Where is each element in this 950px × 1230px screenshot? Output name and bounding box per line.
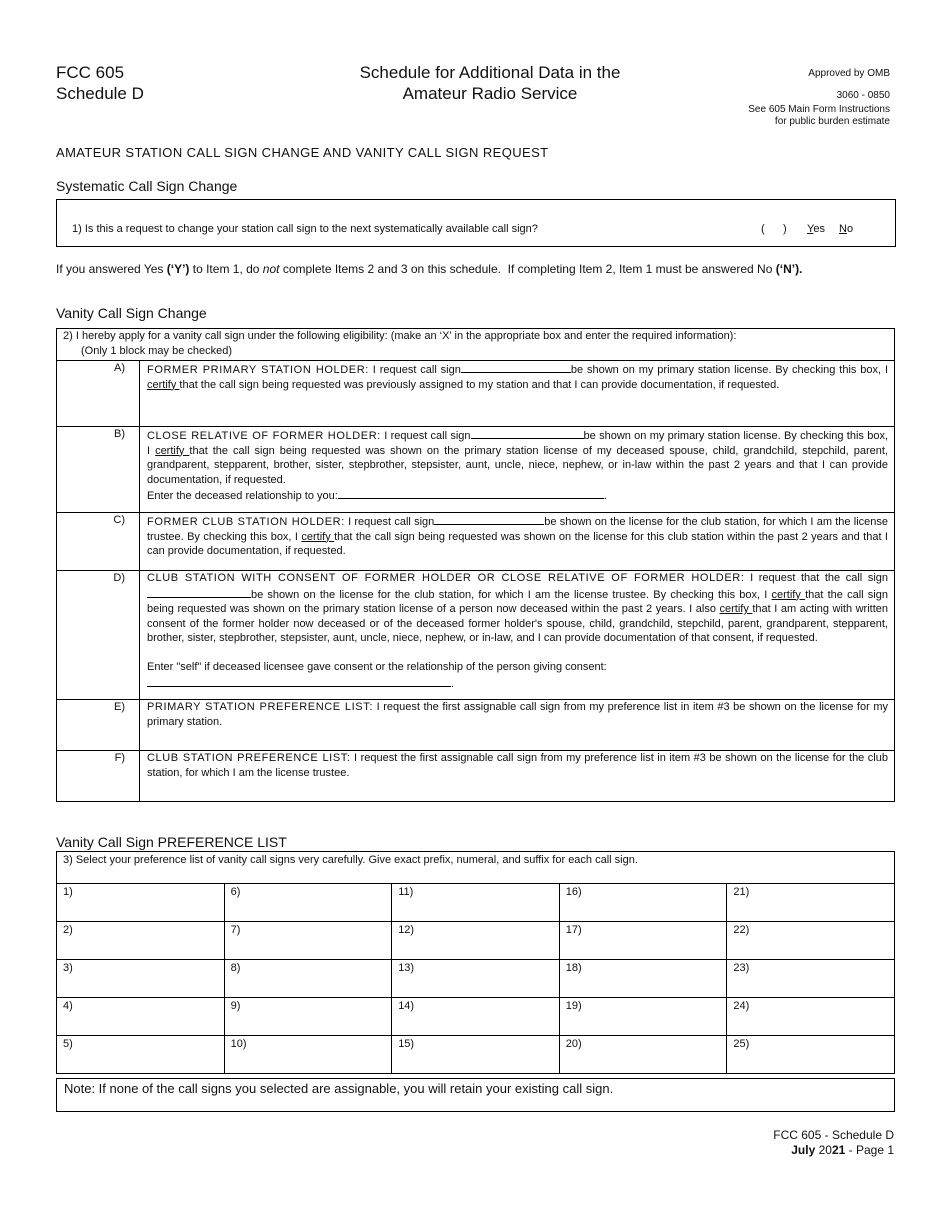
option-d-certify-1: certify <box>771 588 806 601</box>
preference-number: 22) <box>733 924 750 936</box>
eligibility-intro-line-2: (Only 1 block may be checked) <box>81 344 233 357</box>
option-a-label: A) <box>114 362 125 374</box>
option-b-checkbox[interactable] <box>57 427 140 513</box>
option-c-heading: FORMER CLUB STATION HOLDER: <box>147 516 345 528</box>
systematic-instruction <box>56 262 802 276</box>
preference-row <box>57 884 895 922</box>
instruction-part-3: complete Items 2 and 3 on this schedule. If completing Item 2, Item 1 must be answered No <box>279 262 776 276</box>
option-c-label: C) <box>113 514 125 526</box>
preference-note-box <box>56 1078 895 1112</box>
option-d-period: . <box>451 677 455 690</box>
option-b-text <box>140 427 895 513</box>
preference-callsign-cell[interactable] <box>559 998 727 1036</box>
preference-number: 25) <box>733 1038 750 1050</box>
option-c-checkbox[interactable] <box>57 513 140 571</box>
preference-row <box>57 960 895 998</box>
preference-number: 5) <box>63 1038 73 1050</box>
yes-rest: es <box>813 223 825 235</box>
option-b-callsign-field[interactable] <box>471 427 584 439</box>
option-d-certify-2: certify <box>719 603 753 615</box>
footer-year-a: 20 <box>815 1143 832 1157</box>
preference-callsign-cell[interactable] <box>392 1036 560 1074</box>
preference-number: 2) <box>63 924 73 936</box>
option-d-heading: CLUB STATION WITH CONSENT OF FORMER HOLDER OR CLOSE RELATIVE OF FORMER HOLDER: <box>147 572 745 584</box>
option-a-heading: FORMER PRIMARY STATION HOLDER: <box>147 364 369 376</box>
no-letter: N <box>839 223 847 235</box>
instruction-part-2: to Item 1, do <box>189 262 263 276</box>
preference-number: 1) <box>63 886 73 898</box>
preference-callsign-cell[interactable] <box>559 1036 727 1074</box>
preference-row <box>57 1036 895 1074</box>
preference-number: 13) <box>398 962 415 974</box>
title-line-2: Amateur Radio Service <box>402 84 578 103</box>
option-b-text-3: that the call sign being requested was shown on the primary station license of my deceased spouse, child, grandchild, stepchild, parent, grandparent, stepparent, brother, sister, stepbrother, stepsister, aunt, uncle, niece, nephew, or in-law within the past 2 years and that I can provide documentation, if requested. <box>147 444 888 486</box>
preference-row <box>57 922 895 960</box>
preference-callsign-cell[interactable] <box>392 884 560 922</box>
preference-callsign-cell[interactable] <box>727 922 895 960</box>
preference-callsign-cell[interactable] <box>224 884 392 922</box>
footer-month: July <box>791 1143 816 1157</box>
instruction-n-code: (‘N’). <box>775 262 803 276</box>
instruction-y-code: (‘Y’) <box>166 262 190 276</box>
option-f-checkbox[interactable] <box>57 751 140 802</box>
systematic-box <box>56 199 896 247</box>
preference-number: 12) <box>398 924 415 936</box>
preference-number: 24) <box>733 1000 750 1012</box>
preference-callsign-cell[interactable] <box>57 960 225 998</box>
option-c-text-1: I request call sign <box>344 516 435 528</box>
preference-callsign-cell[interactable] <box>57 1036 225 1074</box>
option-a-text-3: that the call sign being requested was previously assigned to my station and that I can provide documentation, if requested. <box>179 378 780 391</box>
preference-callsign-cell[interactable] <box>57 922 225 960</box>
preference-instruction-box <box>56 851 895 884</box>
preference-callsign-cell[interactable] <box>57 998 225 1036</box>
preference-number: 9) <box>230 1000 241 1012</box>
option-b-label: B) <box>114 428 125 440</box>
footer-year-b: 21 <box>831 1143 846 1157</box>
option-f-text <box>140 751 895 802</box>
preference-instruction: 3) Select your preference list of vanity call signs very carefully. Give exact prefix, numeral, and suffix for each call sign. <box>63 854 638 866</box>
option-c-text-2: be shown on the license for the club station, for which I am the license trustee. By checking this box, I <box>147 516 888 543</box>
form-identifier <box>56 62 144 104</box>
option-d-checkbox[interactable] <box>57 571 140 700</box>
preference-callsign-cell[interactable] <box>392 922 560 960</box>
eligibility-table <box>56 328 895 802</box>
omb-approval <box>690 68 890 128</box>
option-b-relationship-field[interactable] <box>338 487 604 499</box>
vanity-heading: Vanity Call Sign Change <box>56 305 207 321</box>
option-f-text-1: I request the first assignable call sign from my preference list in item #3 be shown on the license for the club station, for which I am the license trustee. <box>147 752 888 779</box>
option-a-callsign-field[interactable] <box>461 361 571 373</box>
instruction-not: not <box>262 262 280 276</box>
eligibility-intro-line-1: 2) I hereby apply for a vanity call sign under the following eligibility: (make an ‘X’ in the appropriate box and enter the required information): <box>63 330 737 342</box>
preference-callsign-cell[interactable] <box>392 960 560 998</box>
option-a-text-2: be shown on my primary station license. By checking this box, I <box>570 364 888 376</box>
option-b-certify: certify <box>155 444 190 457</box>
main-heading: AMATEUR STATION CALL SIGN CHANGE AND VANITY CALL SIGN REQUEST <box>56 145 549 160</box>
option-a-text-1: I request call sign <box>368 364 461 376</box>
option-f-heading: CLUB STATION PREFERENCE LIST: <box>147 752 351 764</box>
form-number: FCC 605 <box>56 63 125 82</box>
preference-number: 8) <box>230 962 241 974</box>
form-title <box>300 62 680 104</box>
option-b-heading: CLOSE RELATIVE OF FORMER HOLDER: <box>147 430 381 442</box>
preference-number: 21) <box>733 886 750 898</box>
option-e-checkbox[interactable] <box>57 700 140 751</box>
preference-row <box>57 998 895 1036</box>
preference-number: 6) <box>230 886 241 898</box>
option-d-text-2: be shown on the license for the club station, for which I am the license trustee. By checking this box, I <box>251 588 772 601</box>
page-footer <box>773 1128 894 1158</box>
preference-callsign-cell[interactable] <box>727 960 895 998</box>
systematic-question: 1) Is this a request to change your station call sign to the next systematically available call sign? <box>72 223 538 235</box>
preference-number: 23) <box>733 962 750 974</box>
yes-option[interactable] <box>807 223 825 235</box>
preference-table <box>56 883 895 1074</box>
preference-number: 18) <box>565 962 582 974</box>
option-d-text-4: that I am acting with written consent of the former holder now deceased or of the deceased former holder's spouse, child, grandchild, stepchild, parent, grandparent, stepparent, brother, sister, stepbrother, stepsister, aunt, uncle, niece, nephew, or in-law, and I can provide documentation of that consent, if requested. <box>147 603 889 644</box>
preference-callsign-cell[interactable] <box>392 998 560 1036</box>
option-c-text-3: that the call sign being requested was shown on the license for this club station within the past 2 years and that I can provide documentation, if requested. <box>147 530 888 557</box>
option-d-callsign-field[interactable] <box>147 586 251 598</box>
option-b-relationship-label: Enter the deceased relationship to you: <box>147 490 338 502</box>
option-a-checkbox[interactable] <box>57 361 140 427</box>
footer-form-id: FCC 605 - Schedule D <box>773 1128 894 1142</box>
instructions-line-2: for public burden estimate <box>774 116 890 127</box>
preference-callsign-cell[interactable] <box>224 998 392 1036</box>
schedule-label: Schedule D <box>56 84 144 103</box>
option-a-certify: certify <box>147 378 180 391</box>
option-d-label: D) <box>113 572 125 584</box>
preference-number: 3) <box>63 962 73 974</box>
preference-heading: Vanity Call Sign PREFERENCE LIST <box>56 834 287 850</box>
preference-number: 20) <box>565 1038 582 1050</box>
option-e-text <box>140 700 895 751</box>
option-f-label: F) <box>114 752 125 764</box>
preference-callsign-cell[interactable] <box>57 884 225 922</box>
preference-number: 4) <box>63 1000 73 1012</box>
footer-page: - Page 1 <box>845 1143 894 1157</box>
preference-number: 15) <box>398 1038 415 1050</box>
footer-date-page <box>773 1143 894 1158</box>
option-c-certify: certify <box>301 530 335 543</box>
option-a-text <box>140 361 895 427</box>
preference-callsign-cell[interactable] <box>727 1036 895 1074</box>
systematic-answer-field[interactable]: ( ) <box>761 223 787 235</box>
option-d-text-3: that the call sign being requested was shown on the primary station license of a person now deceased within the past 2 years. I also <box>147 588 888 615</box>
preference-callsign-cell[interactable] <box>559 884 727 922</box>
instructions-line-1: See 605 Main Form Instructions <box>748 104 890 115</box>
omb-number: 3060 - 0850 <box>836 90 890 101</box>
option-b-period: . <box>603 490 607 502</box>
preference-callsign-cell[interactable] <box>727 998 895 1036</box>
option-b-text-2: be shown on my primary station license. By checking this box, I <box>147 430 889 457</box>
option-d-text-1: I request that the call sign <box>744 572 888 584</box>
preference-number: 14) <box>398 1000 415 1012</box>
option-d-consent-field[interactable] <box>147 675 451 687</box>
preference-callsign-cell[interactable] <box>224 1036 392 1074</box>
preference-callsign-cell[interactable] <box>224 960 392 998</box>
preference-callsign-cell[interactable] <box>559 960 727 998</box>
omb-approved: Approved by OMB <box>808 68 890 79</box>
preference-number: 11) <box>398 886 414 898</box>
option-e-label: E) <box>114 701 125 713</box>
preference-number: 7) <box>230 924 241 936</box>
option-e-text-1: I request the first assignable call sign from my preference list in item #3 be shown on the license for my primary station. <box>147 701 888 728</box>
option-c-text <box>140 513 895 571</box>
preference-callsign-cell[interactable] <box>224 922 392 960</box>
option-d-text <box>140 571 895 700</box>
preference-callsign-cell[interactable] <box>559 922 727 960</box>
option-d-consent-label: Enter "self" if deceased licensee gave consent or the relationship of the person giving consent: <box>147 661 607 673</box>
preference-note: Note: If none of the call signs you selected are assignable, you will retain your existing call sign. <box>64 1081 614 1096</box>
no-option[interactable] <box>839 223 853 235</box>
title-line-1: Schedule for Additional Data in the <box>359 63 621 82</box>
option-c-callsign-field[interactable] <box>434 513 544 525</box>
option-b-text-1: I request call sign <box>380 430 471 442</box>
yes-letter: Y <box>807 223 814 235</box>
eligibility-intro <box>57 329 895 361</box>
preference-callsign-cell[interactable] <box>727 884 895 922</box>
preference-number: 17) <box>565 924 582 936</box>
systematic-heading: Systematic Call Sign Change <box>56 178 238 194</box>
option-e-heading: PRIMARY STATION PREFERENCE LIST: <box>147 701 373 713</box>
instruction-part-1: If you answered Yes <box>56 262 167 276</box>
preference-number: 19) <box>565 1000 582 1012</box>
preference-number: 10) <box>230 1038 247 1050</box>
no-rest: o <box>846 223 854 235</box>
preference-number: 16) <box>565 886 582 898</box>
